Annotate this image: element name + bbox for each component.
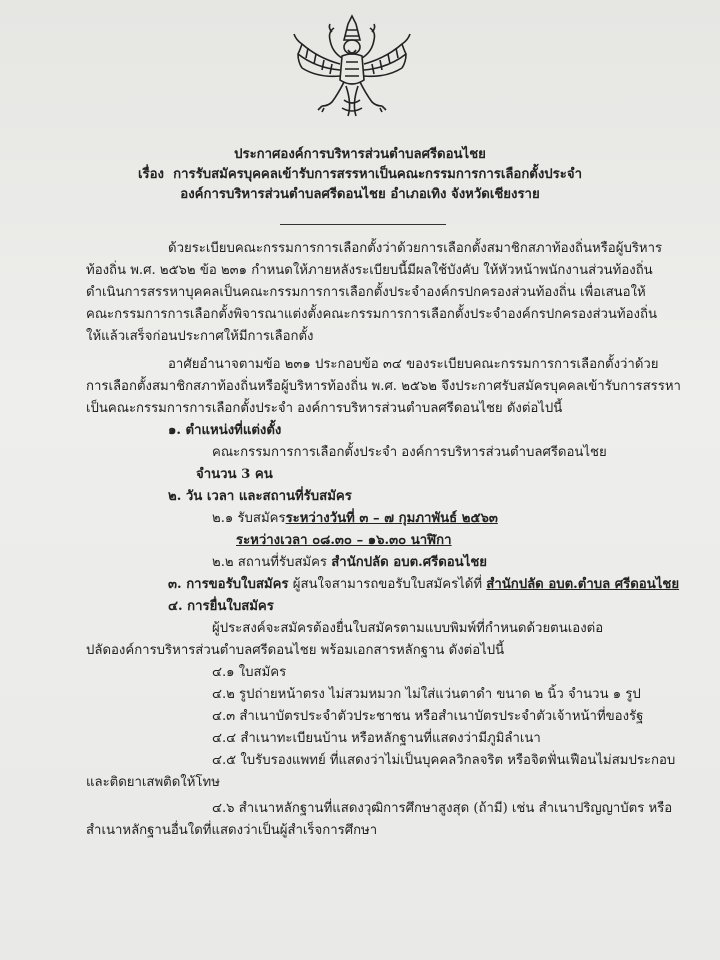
requirement-item: ๔.๑ ใบสมัคร bbox=[212, 665, 287, 680]
paragraph-2-line: เป็นคณะกรรมการการเลือกตั้งประจำ องค์การบริหารส่วนตำบลศรีดอนไชย ดังต่อไปนี้ bbox=[86, 401, 563, 416]
section-2-1 bbox=[212, 510, 498, 528]
subject-label: เรื่อง bbox=[138, 167, 164, 182]
section-1-text: คณะกรรมการการเลือกตั้งประจำ องค์การบริหารส่วนตำบลศรีดอนไชย bbox=[212, 445, 607, 460]
application-time: ระหว่างเวลา ๐๘.๓๐ – ๑๖.๓๐ นาฬิกา bbox=[236, 533, 452, 548]
requirement-item-cont: สำเนาหลักฐานอื่นใดที่แสดงว่าเป็นผู้สำเร็จการศึกษา bbox=[86, 823, 378, 838]
paragraph-1-line: ด้วยระเบียบคณะกรรมการการเลือกตั้งว่าด้วยการเลือกตั้งสมาชิกสภาท้องถิ่นหรือผู้บริหาร bbox=[168, 241, 663, 256]
section-2-1-prefix: ๒.๑ รับสมัคร bbox=[212, 511, 286, 526]
paragraph-1-line: ท้องถิ่น พ.ศ. ๒๕๖๒ ข้อ ๒๓๑ กำหนดให้ภายหลังระเบียบนี้มีผลใช้บังคับ ให้หัวหน้าพนักงานส่วนท้องถิ่น bbox=[86, 263, 653, 278]
requirement-item-cont: และติดยาเสพติดให้โทษ bbox=[86, 775, 220, 790]
requirement-item: ๔.๕ ใบรับรองแพทย์ ที่แสดงว่าไม่เป็นบุคคลวิกลจริต หรือจิตฟั่นเฟือนไม่สมประกอบ bbox=[212, 753, 676, 768]
requirement-item: ๔.๖ สำเนาหลักฐานที่แสดงวุฒิการศึกษาสูงสุด (ถ้ามี) เช่น สำเนาปริญญาบัตร หรือ bbox=[212, 801, 673, 816]
section-3-text: ผู้สนใจสามารถขอรับใบสมัครได้ที่ bbox=[292, 577, 483, 592]
paragraph-1-line: ให้แล้วเสร็จก่อนประกาศให้มีการเลือกตั้ง bbox=[86, 329, 314, 344]
subject-line-2: องค์การบริหารส่วนตำบลศรีดอนไชย อำเภอเทิง จังหวัดเชียงราย bbox=[180, 187, 540, 202]
requirement-item: ๔.๓ สำเนาบัตรประจำตัวประชาชน หรือสำเนาบัตรประจำตัวเจ้าหน้าที่ของรัฐ bbox=[212, 709, 644, 724]
application-dates: ระหว่างวันที่ ๓ – ๗ กุมภาพันธ์ ๒๕๖๓ bbox=[285, 511, 498, 526]
section-4-heading: ๔. การยื่นใบสมัคร bbox=[168, 599, 274, 614]
requirement-item: ๔.๒ รูปถ่ายหน้าตรง ไม่สวมหมวก ไม่ใส่แว่นตาดำ ขนาด ๒ นิ้ว จำนวน ๑ รูป bbox=[212, 687, 641, 702]
section-3 bbox=[168, 576, 679, 594]
subject-line-1 bbox=[0, 166, 720, 184]
section-1-count: จำนวน 3 คน bbox=[196, 467, 273, 482]
requirement-item: ๔.๔ สำเนาทะเบียนบ้าน หรือหลักฐานที่แสดงว่ามีภูมิลำเนา bbox=[212, 731, 541, 746]
section-2-heading: ๒. วัน เวลา และสถานที่รับสมัคร bbox=[168, 489, 352, 504]
paragraph-1-line: ดำเนินการสรรหาบุคคลเป็นคณะกรรมการการเลือกตั้งประจำองค์กรปกครองส่วนท้องถิ่น เพื่อเสนอให้ bbox=[86, 285, 646, 300]
announcement-title: ประกาศองค์การบริหารส่วนตำบลศรีดอนไชย bbox=[234, 147, 486, 162]
subject-text-1: การรับสมัครบุคคลเข้ารับการสรรหาเป็นคณะกรรมการการเลือกตั้งประจำ bbox=[173, 167, 582, 182]
title-divider bbox=[280, 224, 446, 225]
section-4-intro: ปลัดองค์การบริหารส่วนตำบลศรีดอนไชย พร้อมเอกสารหลักฐาน ดังต่อไปนี้ bbox=[86, 643, 505, 658]
paragraph-2-line: การเลือกตั้งสมาชิกสภาท้องถิ่นหรือผู้บริหารท้องถิ่น พ.ศ. ๒๕๖๒ จึงประกาศรับสมัครบุคคลเข้ารับการสรรหา bbox=[86, 379, 681, 394]
section-4-intro: ผู้ประสงค์จะสมัครต้องยื่นใบสมัครตามแบบพิมพ์ที่กำหนดด้วยตนเองต่อ bbox=[212, 621, 604, 636]
application-place: สำนักปลัด อบต.ศรีดอนไชย bbox=[331, 555, 488, 570]
section-3-heading: ๓. การขอรับใบสมัคร bbox=[168, 577, 289, 592]
section-2-2-prefix: ๒.๒ สถานที่รับสมัคร bbox=[212, 555, 328, 570]
section-1-heading: ๑. ตำแหน่งที่แต่งตั้ง bbox=[168, 423, 282, 438]
paragraph-2-line: อาศัยอำนาจตามข้อ ๒๓๑ ประกอบข้อ ๓๔ ของระเบียบคณะกรรมการการเลือกตั้งว่าด้วย bbox=[168, 357, 659, 372]
garuda-emblem-icon bbox=[288, 14, 416, 120]
section-2-2 bbox=[212, 554, 487, 572]
section-3-place: สำนักปลัด อบต.ตำบล ศรีดอนไชย bbox=[486, 577, 680, 592]
paragraph-1-line: คณะกรรมการการเลือกตั้งพิจารณาแต่งตั้งคณะกรรมการการเลือกตั้งประจำองค์กรปกครองส่วนท้องถิ่น bbox=[86, 307, 657, 322]
